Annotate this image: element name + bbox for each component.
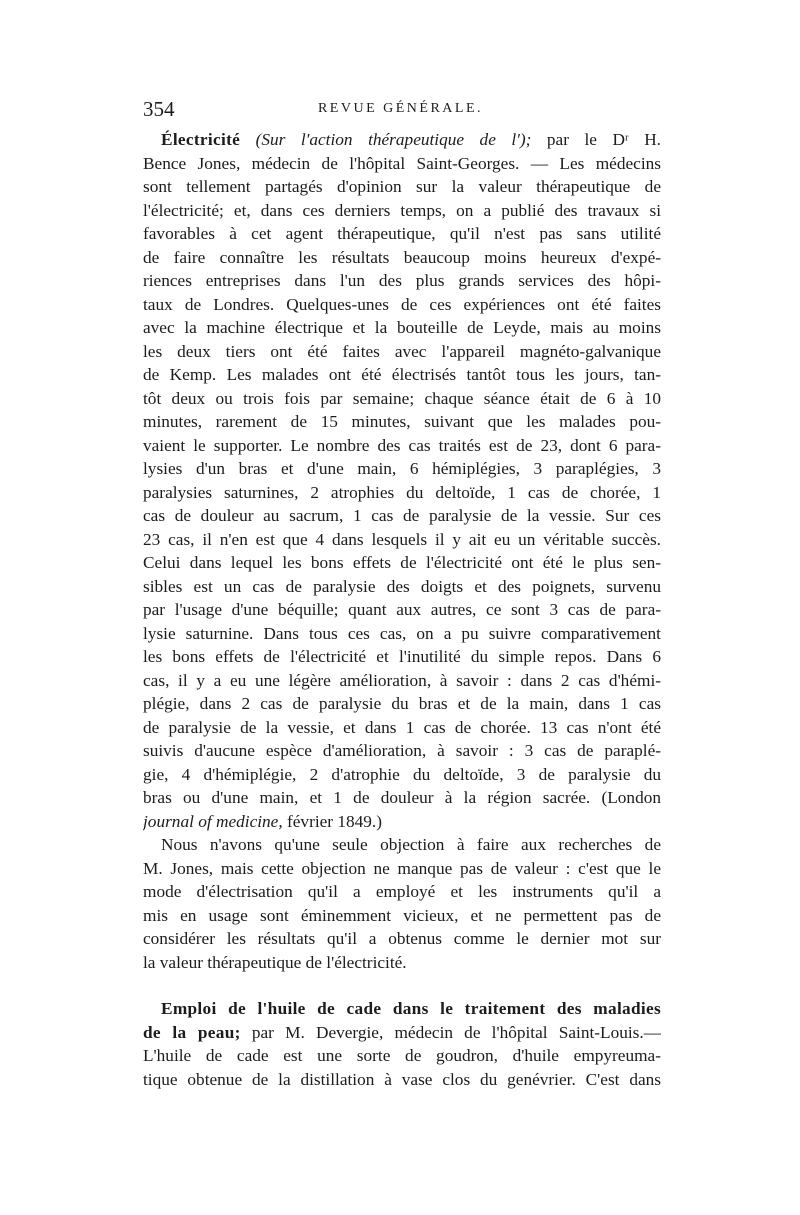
text-line: par M. Devergie, médecin de l'hôpital Saint-Louis.— <box>251 1022 661 1042</box>
text-line: cas de douleur au sacrum, 1 cas de paralysie de la vessie. Sur ces <box>143 506 661 525</box>
text-line: L'huile de cade est une sorte de goudron, d'huile empyreuma- <box>143 1046 661 1065</box>
text-line: considérer les résultats qu'il a obtenus comme le dernier mot sur <box>143 929 661 948</box>
text-line: tique obtenue de la distillation à vase clos du genévrier. C'est dans <box>143 1069 661 1089</box>
text-line: les bons effets de l'électricité et l'inutilité du simple repos. Dans 6 <box>143 647 661 666</box>
text-line: vaient le supporter. Le nombre des cas traités est de 23, dont 6 para- <box>143 435 661 455</box>
article-huile-de-cade <box>143 997 661 1091</box>
text-line: riences entreprises dans l'un des plus grands services des hôpi- <box>143 271 661 290</box>
article-heading <box>143 997 661 1021</box>
article-title: (Sur l'action thérapeutique de l'); <box>255 130 532 149</box>
text-line: avec la machine électrique et la bouteille de Leyde, mais au moins <box>143 318 661 337</box>
text-line: la valeur thérapeutique de l'électricité. <box>143 952 407 972</box>
text-line: par l'usage d'une béquille; quant aux autres, ce sont 3 cas de para- <box>143 600 661 619</box>
text-line: par le Dʳ H. <box>546 130 661 149</box>
text-line: lysies d'un bras et d'une main, 6 hémiplégies, 3 paraplégies, 3 <box>143 459 661 478</box>
text-line: Bence Jones, médecin de l'hôpital Saint-Georges. — Les médecins <box>143 153 661 173</box>
page-number: 354 <box>143 97 175 121</box>
text-line: 23 cas, il n'en est que 4 dans lesquels il y ait eu un véritable succès. <box>143 529 661 549</box>
journal-title: journal of medicine, <box>143 811 283 831</box>
text-line: de faire connaître les résultats beaucoup moins heureux d'expé- <box>143 247 661 267</box>
article-electricite <box>143 128 661 833</box>
text-line: minutes, rarement de 15 minutes, suivant que les malades pou- <box>143 412 661 431</box>
citation-date: février 1849.) <box>287 811 383 831</box>
running-title: REVUE GÉNÉRALE. <box>317 101 484 116</box>
text-line: Celui dans lequel les bons effets de l'électricité ont été le plus sen- <box>143 553 661 572</box>
article-heading-end: de la peau; <box>143 1022 241 1042</box>
article-heading: Électricité <box>161 130 241 149</box>
text-line: favorables à cet agent thérapeutique, qu'il n'est pas sans utilité <box>143 224 661 243</box>
article-second-line <box>143 1021 661 1045</box>
section-gap <box>143 974 661 997</box>
text-line: M. Jones, mais cette objection ne manque pas de valeur : c'est que le <box>143 858 661 878</box>
text-line: mode d'électrisation qu'il a employé et les instruments qu'il a <box>143 882 661 901</box>
text-line: de paralysie de la vessie, et dans 1 cas de chorée. 13 cas n'ont été <box>143 717 661 737</box>
text-line: sont tellement partagés d'opinion sur la valeur thérapeutique de <box>143 177 661 196</box>
text-line: gie, 4 d'hémiplégie, 2 d'atrophie du deltoïde, 3 de paralysie du <box>143 764 661 784</box>
text-line: sibles est un cas de paralysie des doigts et des poignets, survenu <box>143 576 661 596</box>
text-line: de Kemp. Les malades ont été électrisés tantôt tous les jours, tan- <box>143 365 661 384</box>
text-line: lysie saturnine. Dans tous ces cas, on a pu suivre comparativement <box>143 623 661 643</box>
text-line: tôt deux ou trois fois par semaine; chaque séance était de 6 à 10 <box>143 388 661 408</box>
editor-comment <box>143 833 661 974</box>
text-line: taux de Londres. Quelques-unes de ces expériences ont été faites <box>143 294 661 314</box>
text-line: mis en usage sont éminemment vicieux, et ne permettent pas de <box>143 905 661 925</box>
text-line: bras ou d'une main, et 1 de douleur à la région sacrée. (London <box>143 788 661 807</box>
text-line: suivis d'aucune espèce d'amélioration, à savoir : 3 cas de paraplé- <box>143 741 661 760</box>
text-line: plégie, dans 2 cas de paralysie du bras et de la main, dans 1 cas <box>143 694 661 713</box>
page-header <box>143 97 658 121</box>
text-line: Nous n'avons qu'une seule objection à faire aux recherches de <box>161 835 661 854</box>
citation-line <box>143 810 661 834</box>
text-line: cas, il y a eu une légère amélioration, à savoir : dans 2 cas d'hémi- <box>143 670 661 690</box>
text-line: l'électricité; et, dans ces derniers temps, on a publié des travaux si <box>143 200 661 220</box>
body-text <box>143 128 661 1091</box>
text-line: paralysies saturnines, 2 atrophies du deltoïde, 1 cas de chorée, 1 <box>143 482 661 502</box>
article-heading-text: Emploi de l'huile de cade dans le traitement des maladies <box>161 999 661 1018</box>
article-first-line <box>143 128 661 152</box>
text-line: les deux tiers ont été faites avec l'appareil magnéto-galvanique <box>143 341 661 361</box>
